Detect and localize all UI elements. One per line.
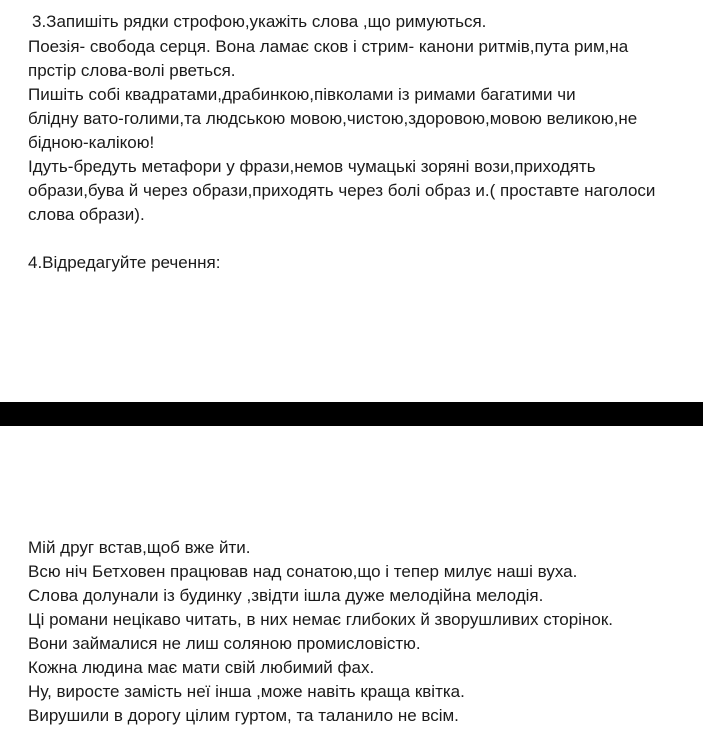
task-4-sentence: Кожна людина має мати свій любимий фах. [28,658,375,677]
task-3-text-line: блідну вато-голими,та людською мовою,чистою,здоровою,мовою великою,не [28,109,638,128]
task-4-sentence: Ну, виросте замість неї інша ,може навіть краща квітка. [28,682,465,701]
black-divider-bar [0,402,703,426]
task-3-text-line: Пишіть собі квадратами,драбинкою,півколами із римами багатими чи [28,85,576,104]
task-4-sentence: Вони займалися не лиш соляною промисловістю. [28,634,421,653]
task-3-text-line: образи,бува й через образи,приходять через болі образ и.( проставте наголоси [28,181,656,200]
task-3-text-line: слова образи). [28,205,145,224]
task-4-heading: 4.Відредагуйте речення: [28,253,221,272]
task-3-text-line: Ідуть-бредуть метафори у фрази,немов чумацькі зоряні вози,приходять [28,157,596,176]
task-3-text-line: прстір слова-волі рветься. [28,61,236,80]
task-4-sentence: Вирушили в дорогу цілим гуртом, та таланило не всім. [28,706,459,725]
task-4-sentence: Ці романи нецікаво читать, в них немає глибоких й зворушливих сторінок. [28,610,613,629]
task-4-sentence: Слова долунали із будинку ,звідти ішла дуже мелодійна мелодія. [28,586,544,605]
task-3-text-line: бідною-калікою! [28,133,155,152]
task-3-heading: 3.Запишіть рядки строфою,укажіть слова ,що римуються. [32,12,487,31]
task-4-sentence: Всю ніч Бетховен працював над сонатою,що і тепер милує наші вуха. [28,562,578,581]
task-3-text-line: Поезія- свобода серця. Вона ламає сков і стрим- канони ритмів,пута рим,на [28,37,629,56]
task-4-sentence: Мій друг встав,щоб вже йти. [28,538,251,557]
